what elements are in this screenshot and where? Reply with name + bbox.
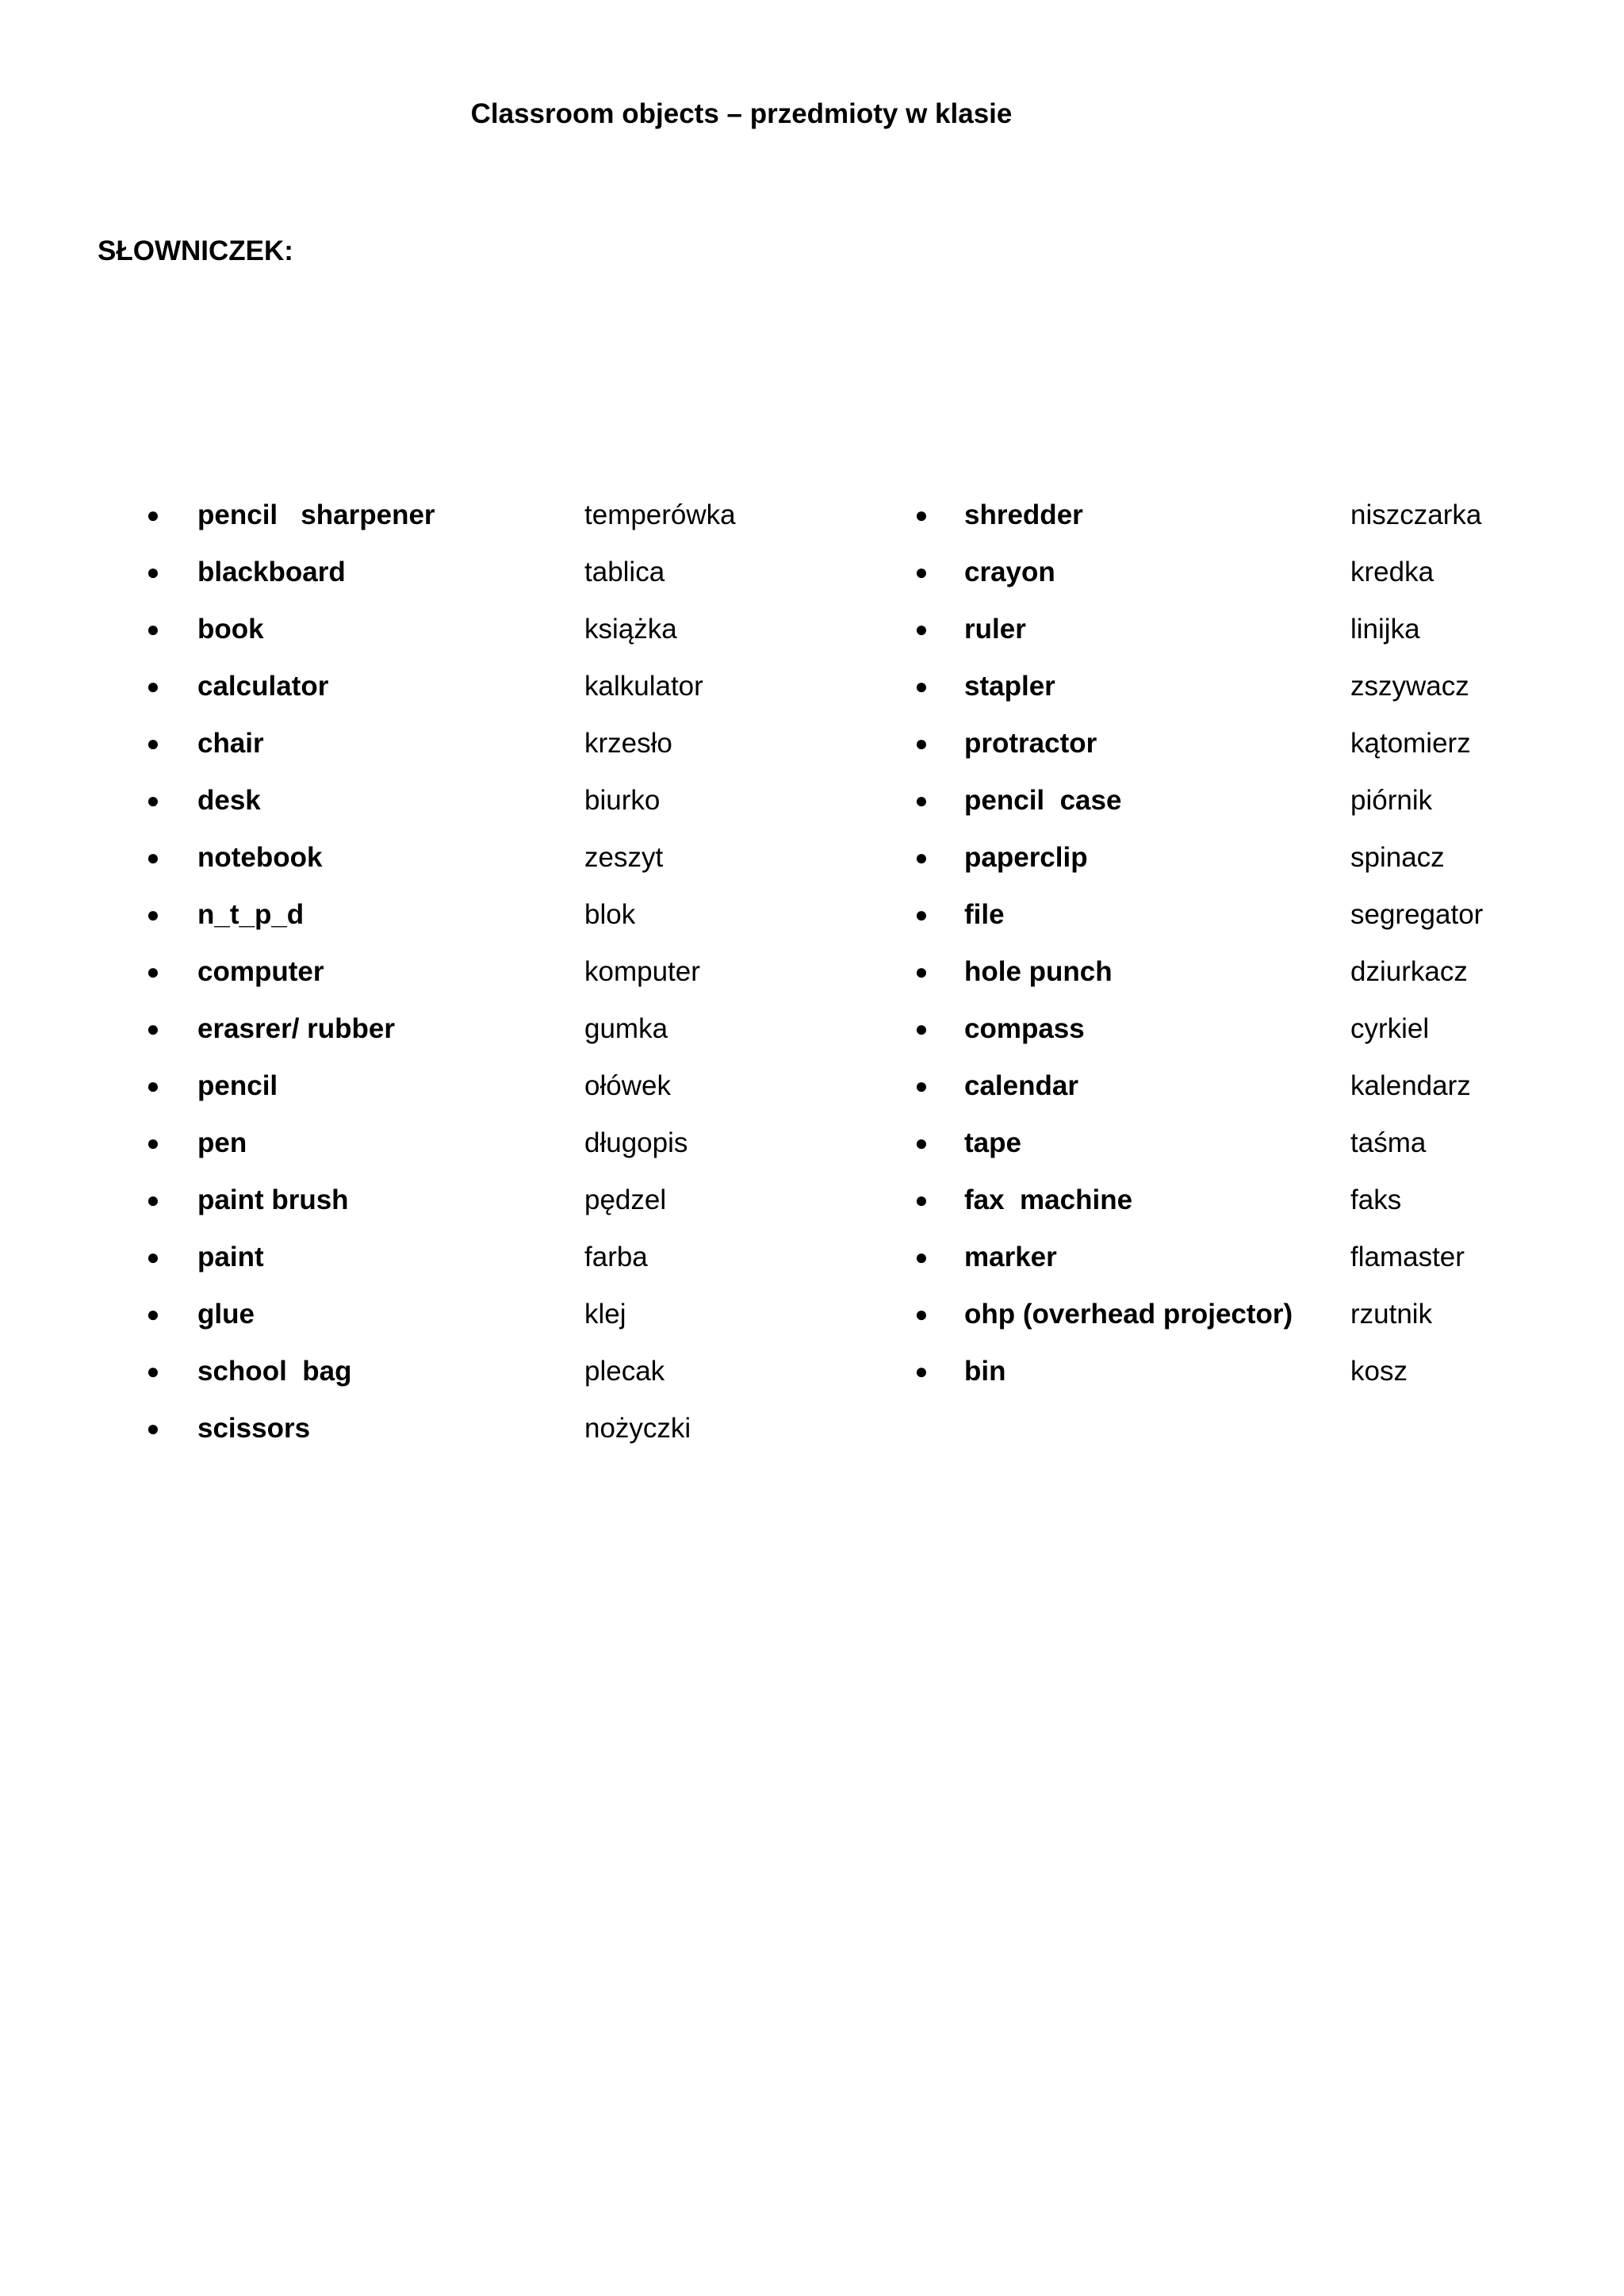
bullet-icon: ● [146,845,160,870]
bullet-icon: ● [146,902,160,927]
polish-translation: gumka [584,1013,668,1044]
english-term: bin [964,1356,1006,1387]
vocabulary-item [0,1001,1624,1058]
bullet-icon: ● [914,1188,929,1212]
bullet-icon: ● [914,1131,929,1155]
bullet-icon: ● [146,1359,160,1383]
vocabulary-item [0,601,1624,658]
polish-translation: kosz [1350,1356,1408,1387]
polish-translation: książka [584,614,677,645]
vocabulary-item [0,943,1624,1001]
english-term: paperclip [964,842,1088,873]
english-term: ohp (overhead projector) [964,1299,1293,1330]
polish-translation: linijka [1350,614,1420,645]
english-term: marker [964,1242,1057,1272]
polish-translation: zeszyt [584,842,664,873]
polish-translation: komputer [584,956,700,987]
english-term: paint [197,1242,264,1272]
bullet-icon: ● [914,788,929,813]
polish-translation: dziurkacz [1350,956,1468,987]
polish-translation: kątomierz [1350,728,1471,759]
vocabulary-item [0,829,1624,886]
english-term: paint brush [197,1184,349,1215]
bullet-icon: ● [146,1073,160,1098]
page-title: Classroom objects – przedmioty w klasie [470,98,1013,129]
polish-translation: plecak [584,1356,665,1387]
polish-translation: taśma [1350,1127,1427,1158]
bullet-icon: ● [914,1016,929,1041]
english-term: book [197,614,264,645]
english-term: crayon [964,557,1055,587]
polish-translation: spinacz [1350,842,1445,873]
vocabulary-item [0,1115,1624,1172]
bullet-icon: ● [146,1245,160,1269]
bullet-icon: ● [146,503,160,527]
bullet-icon: ● [914,731,929,756]
english-term: pen [197,1127,247,1158]
vocabulary-item [0,1343,1624,1400]
vocabulary-item [0,1229,1624,1286]
polish-translation: segregator [1350,899,1484,930]
vocabulary-item [0,715,1624,772]
polish-translation: pędzel [584,1184,667,1215]
bullet-icon: ● [914,1245,929,1269]
vocabulary-item [0,1400,1624,1457]
english-term: fax machine [964,1184,1133,1215]
vocabulary-item [0,1058,1624,1115]
bullet-icon: ● [146,1188,160,1212]
vocabulary-item [0,1172,1624,1229]
bullet-icon: ● [146,1416,160,1441]
bullet-icon: ● [914,845,929,870]
english-term: stapler [964,671,1055,702]
bullet-icon: ● [146,674,160,698]
bullet-icon: ● [914,674,929,698]
bullet-icon: ● [146,788,160,813]
bullet-icon: ● [146,1302,160,1326]
english-term: blackboard [197,557,346,587]
english-term: erasrer/ rubber [197,1013,396,1044]
bullet-icon: ● [914,503,929,527]
english-term: ruler [964,614,1026,645]
english-term: pencil case [964,785,1122,816]
bullet-icon: ● [914,902,929,927]
polish-translation: cyrkiel [1350,1013,1430,1044]
polish-translation: biurko [584,785,661,816]
polish-translation: farba [584,1242,648,1272]
bullet-icon: ● [914,959,929,984]
bullet-icon: ● [914,617,929,641]
english-term: pencil [197,1070,278,1101]
english-term: compass [964,1013,1085,1044]
polish-translation: zszywacz [1350,671,1469,702]
bullet-icon: ● [146,617,160,641]
vocabulary-item [0,1286,1624,1343]
vocabulary-item [0,658,1624,715]
vocabulary-item [0,487,1624,544]
english-term: notebook [197,842,323,873]
english-term: glue [197,1299,255,1330]
bullet-icon: ● [914,1073,929,1098]
english-term: scissors [197,1413,311,1444]
polish-translation: kalendarz [1350,1070,1471,1101]
vocabulary-item [0,886,1624,943]
vocabulary-item [0,544,1624,601]
vocabulary-item [0,772,1624,829]
polish-translation: temperówka [584,499,736,530]
english-term: shredder [964,499,1083,530]
polish-translation: rzutnik [1350,1299,1433,1330]
polish-translation: piórnik [1350,785,1433,816]
polish-translation: niszczarka [1350,499,1482,530]
english-term: computer [197,956,324,987]
vocabulary-list-right [0,487,1624,1400]
polish-translation: klej [584,1299,626,1330]
polish-translation: blok [584,899,636,930]
english-term: school bag [197,1356,352,1387]
bullet-icon: ● [146,1131,160,1155]
bullet-icon: ● [146,959,160,984]
english-term: calendar [964,1070,1078,1101]
bullet-icon: ● [146,560,160,584]
polish-translation: tablica [584,557,665,587]
bullet-icon: ● [914,1302,929,1326]
english-term: protractor [964,728,1097,759]
bullet-icon: ● [914,560,929,584]
english-term: pencil sharpener [197,499,435,530]
english-term: calculator [197,671,329,702]
english-term: chair [197,728,264,759]
polish-translation: flamaster [1350,1242,1465,1272]
polish-translation: długopis [584,1127,688,1158]
polish-translation: ołówek [584,1070,671,1101]
section-heading: SŁOWNICZEK: [98,235,293,266]
english-term: tape [964,1127,1021,1158]
polish-translation: kredka [1350,557,1434,587]
bullet-icon: ● [146,731,160,756]
english-term: n_t_p_d [197,899,304,930]
polish-translation: kalkulator [584,671,703,702]
polish-translation: nożyczki [584,1413,691,1444]
polish-translation: krzesło [584,728,672,759]
bullet-icon: ● [146,1016,160,1041]
english-term: hole punch [964,956,1113,987]
polish-translation: faks [1350,1184,1402,1215]
english-term: desk [197,785,261,816]
english-term: file [964,899,1005,930]
bullet-icon: ● [914,1359,929,1383]
